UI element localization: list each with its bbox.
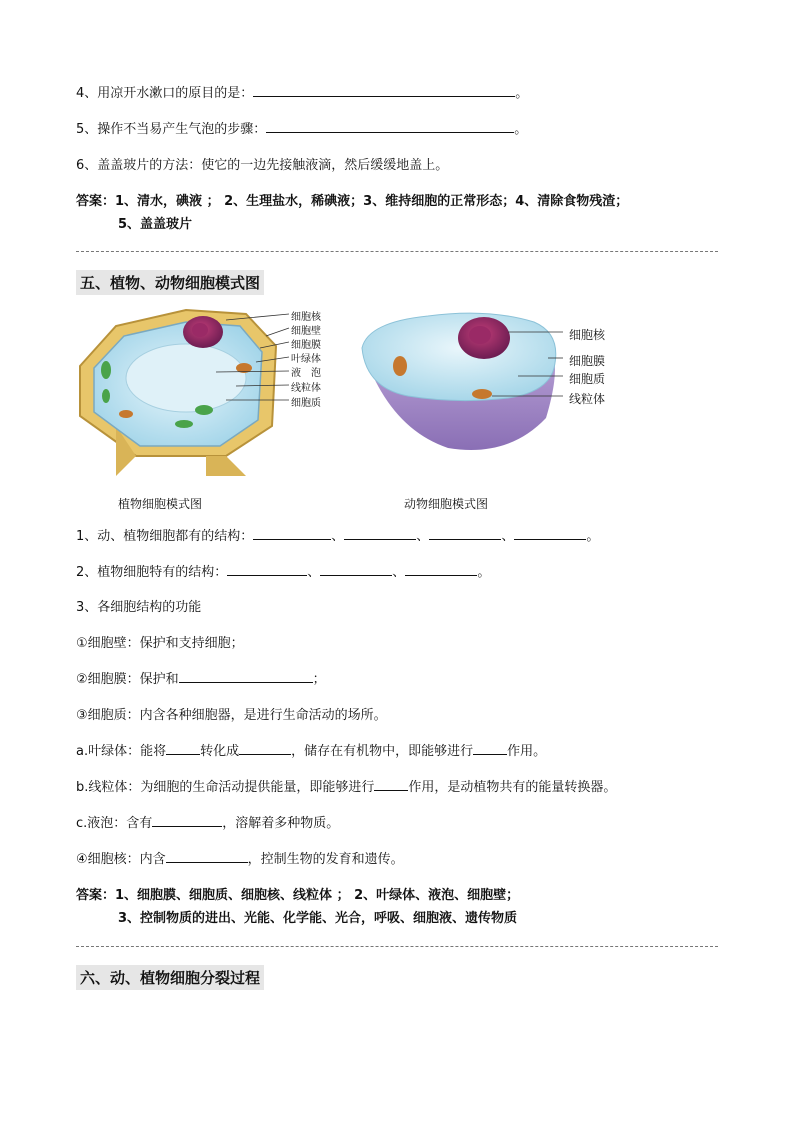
plant-label-cell-membrane: 细胞膜 <box>291 340 321 351</box>
plant-label-mitochondria: 线粒体 <box>291 383 321 394</box>
punct: 、 <box>331 529 345 544</box>
animal-label-cell-membrane: 细胞膜 <box>569 354 606 368</box>
question-text: 作用。 <box>507 744 547 759</box>
plant-caption: 植物细胞模式图 <box>118 497 203 511</box>
animal-cell-diagram <box>358 308 568 458</box>
section-5-question-1 <box>76 525 599 544</box>
question-text: 转化成 <box>200 744 240 759</box>
function-chloroplast <box>76 740 546 759</box>
punct: 、 <box>501 529 515 544</box>
punct: 。 <box>515 86 529 101</box>
function-cytoplasm: ③细胞质：内含各种细胞器，是进行生命活动的场所。 <box>76 708 387 723</box>
function-mitochondria <box>76 776 616 795</box>
function-vacuole <box>76 812 339 831</box>
answer-blank[interactable] <box>253 527 331 540</box>
punct: 。 <box>514 122 528 137</box>
punct: ； <box>312 672 326 687</box>
question-4-text: 4、用凉开水漱口的原目的是： <box>76 86 254 101</box>
answer-blank[interactable] <box>152 814 222 827</box>
answer-blank[interactable] <box>473 742 507 755</box>
question-text: c.液泡：含有 <box>76 816 153 831</box>
answer-blank[interactable] <box>239 742 291 755</box>
answer-blank[interactable] <box>374 778 408 791</box>
question-text: ②细胞膜：保护和 <box>76 672 179 687</box>
answer-blank[interactable] <box>344 527 416 540</box>
question-6: 6、盖盖玻片的方法：使它的一边先接触液滴，然后缓缓地盖上。 <box>76 158 449 173</box>
animal-label-mitochondria: 线粒体 <box>569 392 606 406</box>
answer-blank[interactable] <box>227 563 307 576</box>
answer-line-2: 5、盖盖玻片 <box>118 217 193 232</box>
question-text: 2、植物细胞特有的结构： <box>76 565 228 580</box>
answer-line-1: 答案：1、清水，碘液 ； 2、生理盐水，稀碘液；3、维持细胞的正常形态；4、清除食物残渣； <box>76 194 629 209</box>
answer-blank[interactable] <box>266 120 514 133</box>
answer-2-line-1: 答案：1、细胞膜、细胞质、细胞核、线粒体 ； 2、叶绿体、液泡、细胞壁； <box>76 888 520 903</box>
answer-blank[interactable] <box>405 563 477 576</box>
punct: 、 <box>416 529 430 544</box>
answer-blank[interactable] <box>179 670 313 683</box>
punct: 。 <box>586 529 600 544</box>
question-text: 1、动、植物细胞都有的结构： <box>76 529 254 544</box>
answer-blank[interactable] <box>166 850 248 863</box>
plant-label-cell-wall: 细胞壁 <box>291 326 321 337</box>
punct: 、 <box>392 565 406 580</box>
section-5-question-2 <box>76 561 490 580</box>
animal-caption: 动物细胞模式图 <box>404 497 489 511</box>
question-text: 作用，是动植物共有的能量转换器。 <box>408 780 617 795</box>
question-4 <box>76 82 528 101</box>
answer-2-line-2: 3、控制物质的进出、光能、化学能、光合，呼吸、细胞液、遗传物质 <box>118 911 518 926</box>
plant-label-cytoplasm: 细胞质 <box>291 398 321 409</box>
question-text: ，储存在有机物中，即能够进行 <box>291 744 474 759</box>
function-cell-membrane <box>76 668 326 687</box>
section-5-title: 五、植物、动物细胞模式图 <box>76 270 264 295</box>
plant-label-nucleus: 细胞核 <box>291 312 321 323</box>
punct: 。 <box>477 565 491 580</box>
plant-label-vacuole: 液 泡 <box>291 368 321 379</box>
plant-label-chloroplast: 叶绿体 <box>291 354 321 365</box>
animal-label-nucleus: 细胞核 <box>569 328 606 342</box>
section-5-question-3: 3、各细胞结构的功能 <box>76 600 202 615</box>
question-5-text: 5、操作不当易产生气泡的步骤： <box>76 122 267 137</box>
answer-blank[interactable] <box>320 563 392 576</box>
answer-blank[interactable] <box>253 84 515 97</box>
question-text: ，控制生物的发育和遗传。 <box>247 852 404 867</box>
answer-blank[interactable] <box>514 527 586 540</box>
section-divider <box>76 251 718 252</box>
answer-blank[interactable] <box>166 742 200 755</box>
question-text: a.叶绿体：能将 <box>76 744 167 759</box>
animal-label-cytoplasm: 细胞质 <box>569 372 606 386</box>
question-text: ，溶解着多种物质。 <box>222 816 340 831</box>
section-divider <box>76 946 718 947</box>
question-text: b.线粒体：为细胞的生命活动提供能量，即能够进行 <box>76 780 375 795</box>
question-5 <box>76 118 527 137</box>
function-cell-wall: ①细胞壁：保护和支持细胞； <box>76 636 244 651</box>
plant-cell-diagram <box>76 306 326 486</box>
answer-blank[interactable] <box>429 527 501 540</box>
section-6-title: 六、动、植物细胞分裂过程 <box>76 965 264 990</box>
question-text: ④细胞核：内含 <box>76 852 166 867</box>
function-nucleus <box>76 848 404 867</box>
punct: 、 <box>307 565 321 580</box>
